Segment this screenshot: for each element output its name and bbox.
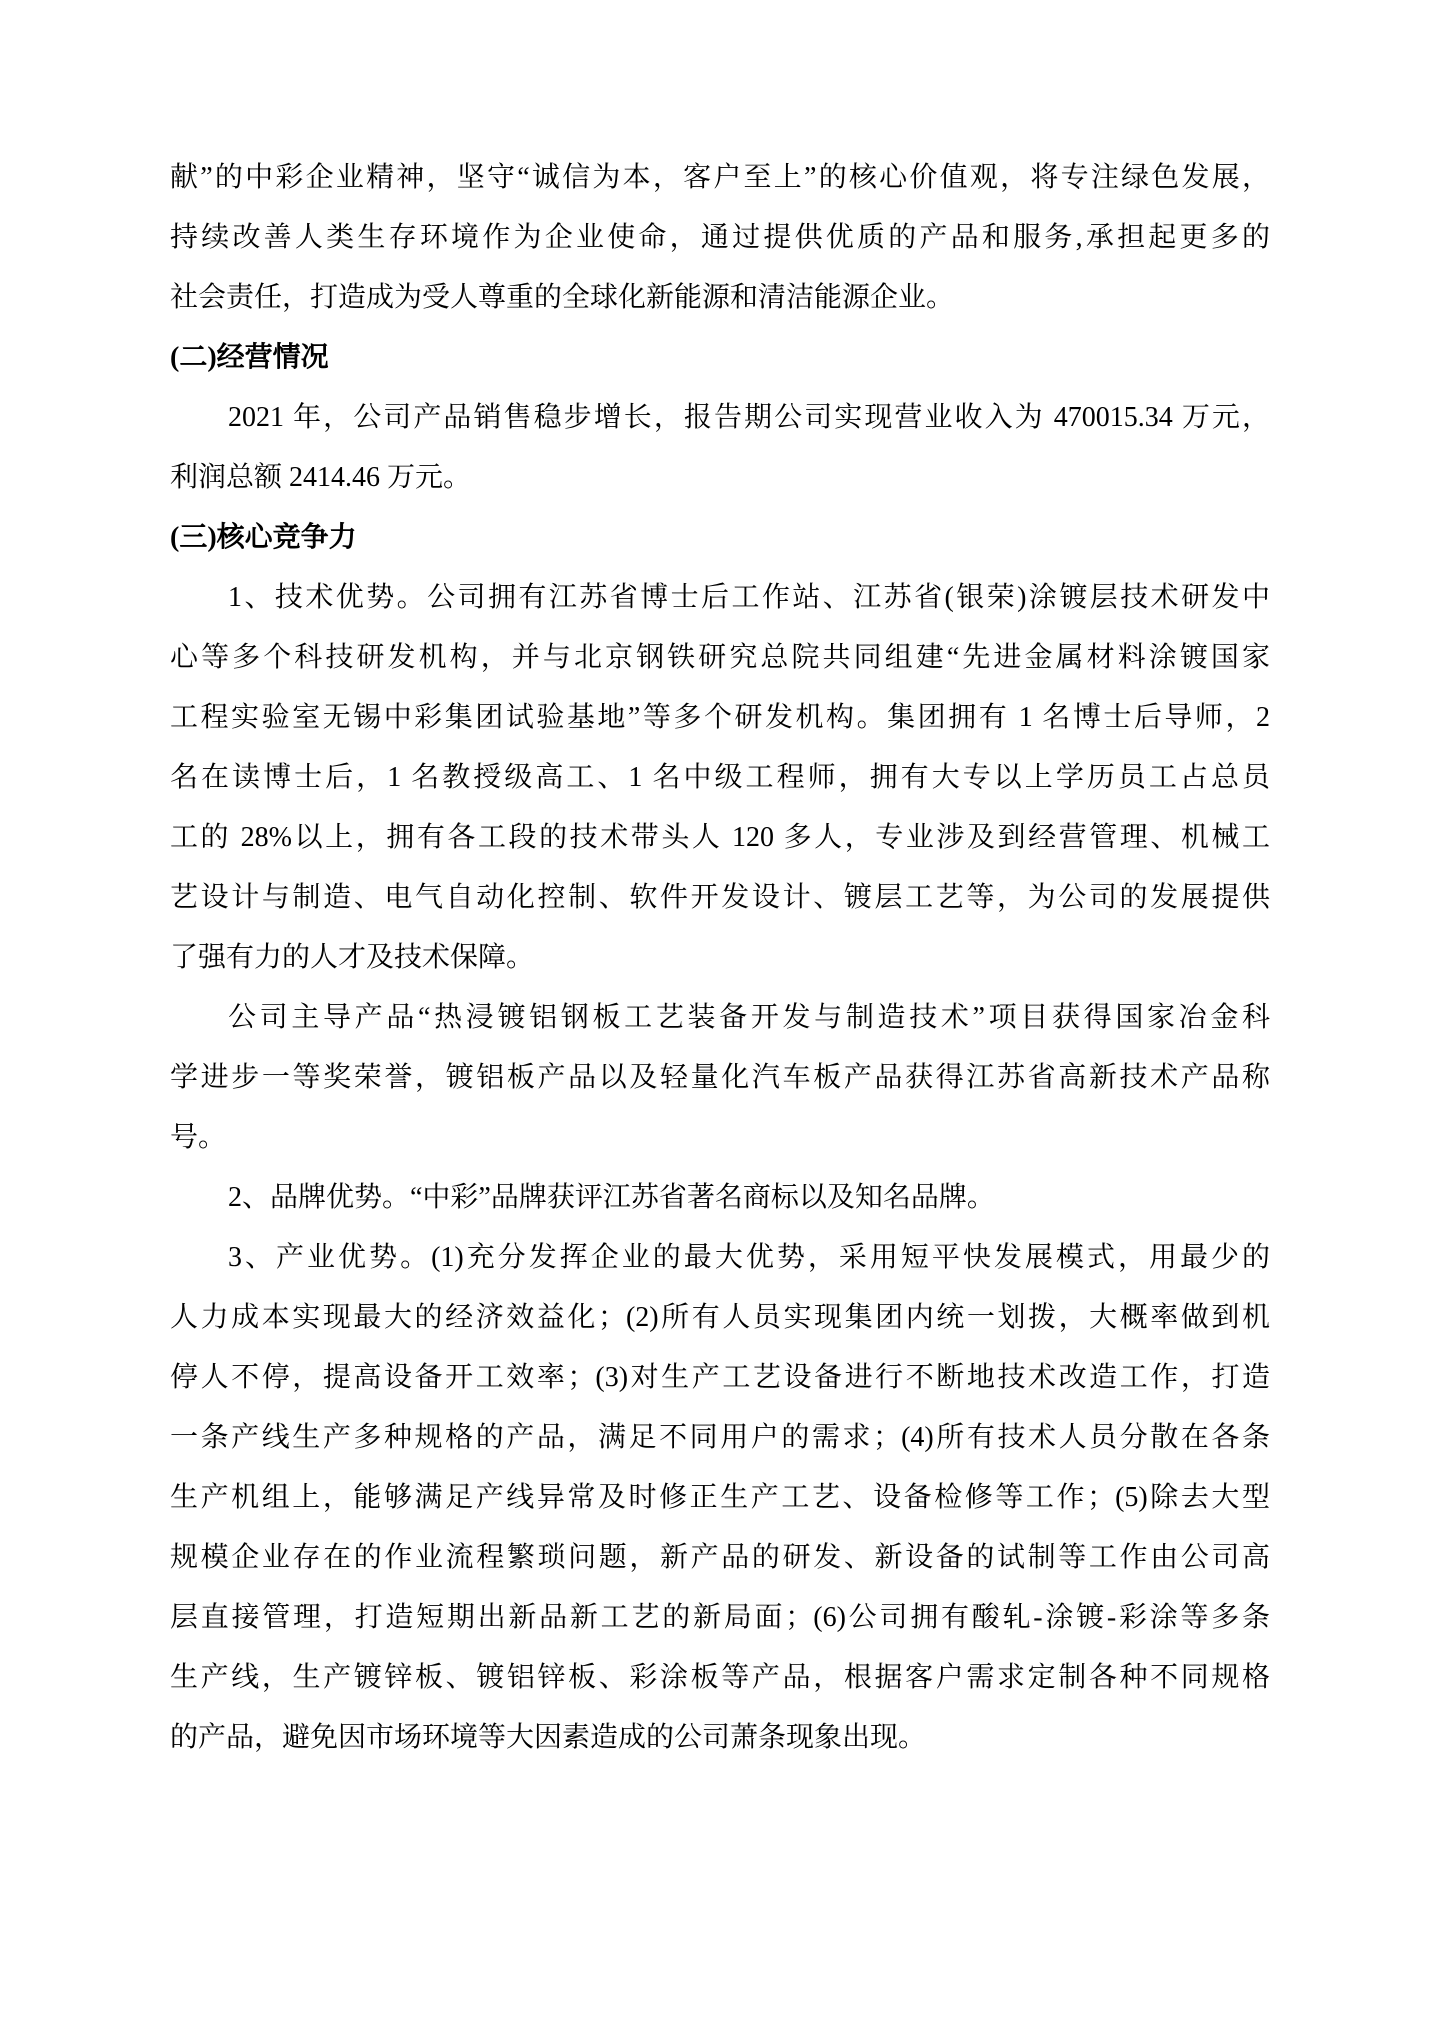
text-line: 停人不停，提高设备开工效率；(3)对生产工艺设备进行不断地技术改造工作，打造: [170, 1362, 1270, 1393]
paragraph: [170, 568, 1270, 988]
text-line: 献”的中彩企业精神，坚守“诚信为本，客户至上”的核心价值观，将专注绿色发展，: [170, 162, 1270, 193]
text-line: 2021 年，公司产品销售稳步增长，报告期公司实现营业收入为 470015.34 万元，: [228, 402, 1270, 433]
text-line: 号。: [170, 1122, 227, 1153]
text-line: (三)核心竞争力: [170, 522, 357, 553]
text-line: 一条产线生产多种规格的产品，满足不同用户的需求；(4)所有技术人员分散在各条: [170, 1422, 1270, 1453]
paragraph: [170, 388, 1270, 508]
text-line: 心等多个科技研发机构，并与北京钢铁研究总院共同组建“先进金属材料涂镀国家: [170, 642, 1270, 673]
text-line: 人力成本实现最大的经济效益化；(2)所有人员实现集团内统一划拨，大概率做到机: [170, 1302, 1270, 1333]
text-line: 工的 28%以上，拥有各工段的技术带头人 120 多人，专业涉及到经营管理、机械工: [170, 822, 1270, 853]
paragraph: [170, 148, 1270, 328]
text-line: 规模企业存在的作业流程繁琐问题，新产品的研发、新设备的试制等工作由公司高: [170, 1542, 1270, 1573]
text-line: 层直接管理，打造短期出新品新工艺的新局面；(6)公司拥有酸轧-涂镀-彩涂等多条: [170, 1602, 1270, 1633]
section-heading: [170, 328, 1270, 388]
text-line: 3、产业优势。(1)充分发挥企业的最大优势，采用短平快发展模式，用最少的: [228, 1242, 1270, 1273]
text-line: 2、品牌优势。“中彩”品牌获评江苏省著名商标以及知名品牌。: [228, 1182, 995, 1213]
text-line: 持续改善人类生存环境作为企业使命，通过提供优质的产品和服务,承担起更多的: [170, 222, 1270, 253]
text-line: 工程实验室无锡中彩集团试验基地”等多个研发机构。集团拥有 1 名博士后导师，2: [170, 702, 1270, 733]
text-line: 生产线，生产镀锌板、镀铝锌板、彩涂板等产品，根据客户需求定制各种不同规格: [170, 1662, 1270, 1693]
paragraph: [170, 1228, 1270, 1768]
text-line: 1、技术优势。公司拥有江苏省博士后工作站、江苏省(银荣)涂镀层技术研发中: [228, 582, 1270, 613]
text-line: (二)经营情况: [170, 342, 329, 373]
text-line: 的产品，避免因市场环境等大因素造成的公司萧条现象出现。: [170, 1722, 927, 1753]
section-heading: [170, 508, 1270, 568]
text-line: 名在读博士后，1 名教授级高工、1 名中级工程师，拥有大专以上学历员工占总员: [170, 762, 1270, 793]
text-line: 艺设计与制造、电气自动化控制、软件开发设计、镀层工艺等，为公司的发展提供: [170, 882, 1270, 913]
text-line: 公司主导产品“热浸镀铝钢板工艺装备开发与制造技术”项目获得国家冶金科: [228, 1002, 1270, 1033]
text-line: 学进步一等奖荣誉，镀铝板产品以及轻量化汽车板产品获得江苏省高新技术产品称: [170, 1062, 1270, 1093]
paragraph: [170, 988, 1270, 1168]
text-line: 生产机组上，能够满足产线异常及时修正生产工艺、设备检修等工作；(5)除去大型: [170, 1482, 1270, 1513]
paragraph: [170, 1168, 1270, 1228]
text-line: 了强有力的人才及技术保障。: [170, 942, 535, 973]
text-line: 社会责任，打造成为受人尊重的全球化新能源和清洁能源企业。: [170, 282, 955, 313]
text-line: 利润总额 2414.46 万元。: [170, 462, 472, 493]
document-content: [170, 148, 1270, 1768]
